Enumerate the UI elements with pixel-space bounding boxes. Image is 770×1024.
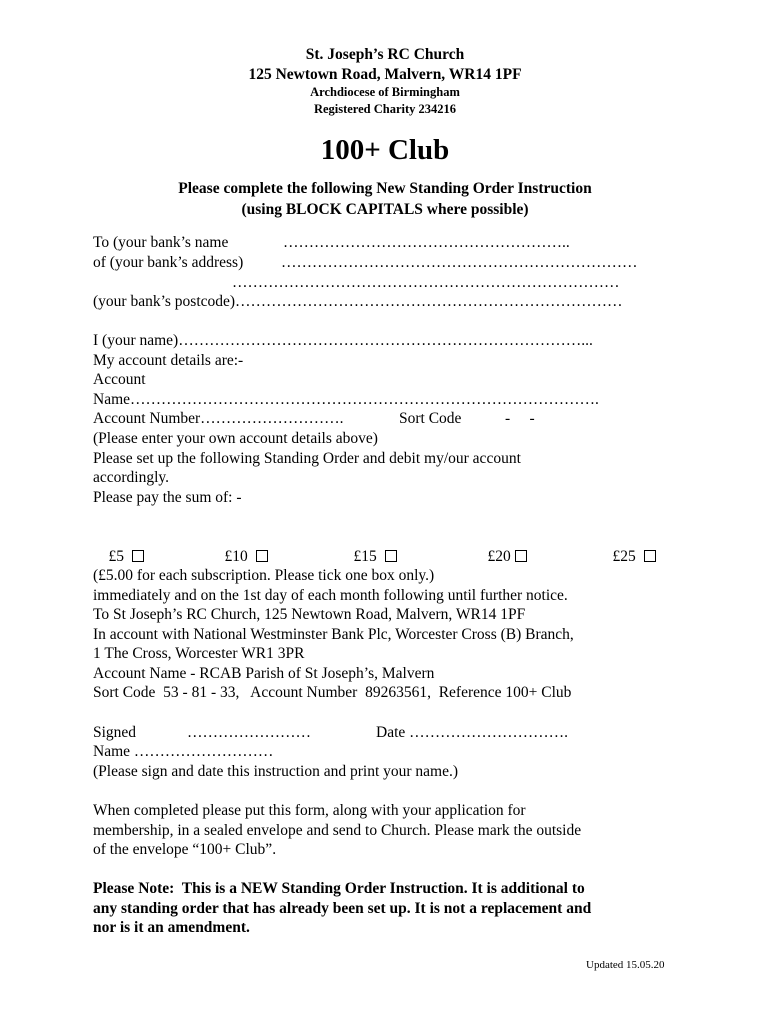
completion-line-3: of the envelope “100+ Club”. bbox=[93, 841, 277, 858]
bank-name-label: To (your bank’s name bbox=[93, 234, 229, 251]
amount-label: £10 bbox=[224, 547, 248, 565]
signature-note: (Please sign and date this instruction and print your name.) bbox=[93, 763, 459, 780]
bank-postcode-field[interactable]: (your bank’s postcode)………………………………………………………………… bbox=[93, 293, 623, 310]
amount-label: £5 bbox=[108, 547, 124, 565]
instruction-line-1: Please complete the following New Standing Order Instruction bbox=[178, 180, 592, 197]
setup-line-2: accordingly. bbox=[93, 469, 170, 486]
setup-line-1: Please set up the following Standing Order and debit my/our account bbox=[93, 450, 521, 467]
amount-label: £20 bbox=[487, 547, 511, 565]
charity-number: Registered Charity 234216 bbox=[313, 102, 457, 116]
archdiocese: Archdiocese of Birmingham bbox=[310, 85, 460, 99]
payment-line-3: To St Joseph’s RC Church, 125 Newtown Road, Malvern, WR14 1PF bbox=[93, 606, 526, 623]
signature-field[interactable]: …………………… bbox=[187, 724, 311, 741]
date-field[interactable]: Date …………………………. bbox=[376, 724, 569, 741]
your-name-field[interactable]: I (your name)……………………………………………………………………... bbox=[93, 332, 593, 349]
updated-date: Updated 15.05.20 bbox=[586, 959, 665, 971]
instruction-line-2: (using BLOCK CAPITALS where possible) bbox=[241, 201, 529, 218]
checkbox[interactable] bbox=[385, 550, 397, 562]
note-line-1: Please Note: This is a NEW Standing Order Instruction. It is additional to bbox=[93, 880, 585, 897]
account-details-intro: My account details are:- bbox=[93, 352, 244, 369]
sort-code-field[interactable]: - - bbox=[505, 410, 535, 427]
payment-line-7: Sort Code 53 - 81 - 33, Account Number 89263561, Reference 100+ Club bbox=[93, 684, 572, 701]
checkbox[interactable] bbox=[515, 550, 527, 562]
account-word: Account bbox=[93, 371, 146, 388]
completion-line-2: membership, in a sealed envelope and send to Church. Please mark the outside bbox=[93, 822, 582, 839]
page-title: 100+ Club bbox=[320, 134, 450, 166]
sort-code-label: Sort Code bbox=[399, 410, 462, 427]
bank-address-label: of (your bank’s address) bbox=[93, 254, 244, 271]
checkbox[interactable] bbox=[256, 550, 268, 562]
bank-address-field[interactable]: …………………………………………………………… bbox=[281, 254, 638, 271]
amount-option-25[interactable] bbox=[597, 527, 656, 586]
note-line-3: nor is it an amendment. bbox=[93, 919, 250, 936]
pay-sum-label: Please pay the sum of: - bbox=[93, 489, 242, 506]
payment-line-4: In account with National Westminster Bank Plc, Worcester Cross (B) Branch, bbox=[93, 626, 574, 643]
amount-label: £25 bbox=[612, 547, 636, 565]
print-name-field[interactable]: Name ……………………… bbox=[93, 743, 274, 760]
bank-address-field-2[interactable]: ………………………………………………………………… bbox=[232, 274, 620, 291]
checkbox[interactable] bbox=[132, 550, 144, 562]
completion-line-1: When completed please put this form, along with your application for bbox=[93, 802, 526, 819]
payment-line-6: Account Name - RCAB Parish of St Joseph’s, Malvern bbox=[93, 665, 435, 682]
bank-name-field[interactable]: ……………………………………………….. bbox=[283, 234, 570, 251]
account-name-field[interactable]: Name………………………………………………………………………………. bbox=[93, 391, 599, 408]
amount-option-20[interactable] bbox=[472, 527, 527, 586]
note-line-2: any standing order that has already been set up. It is not a replacement and bbox=[93, 900, 592, 917]
checkbox[interactable] bbox=[644, 550, 656, 562]
account-number-field[interactable]: Account Number………………………. bbox=[93, 410, 344, 427]
church-address: 125 Newtown Road, Malvern, WR14 1PF bbox=[248, 66, 522, 83]
payment-line-1: (£5.00 for each subscription. Please tick one box only.) bbox=[93, 567, 435, 584]
payment-line-2: immediately and on the 1st day of each month following until further notice. bbox=[93, 587, 568, 604]
church-name: St. Joseph’s RC Church bbox=[305, 46, 465, 63]
signed-label: Signed bbox=[93, 724, 137, 741]
enter-details-note: (Please enter your own account details above) bbox=[93, 430, 378, 447]
amount-label: £15 bbox=[353, 547, 377, 565]
payment-line-5: 1 The Cross, Worcester WR1 3PR bbox=[93, 645, 305, 662]
